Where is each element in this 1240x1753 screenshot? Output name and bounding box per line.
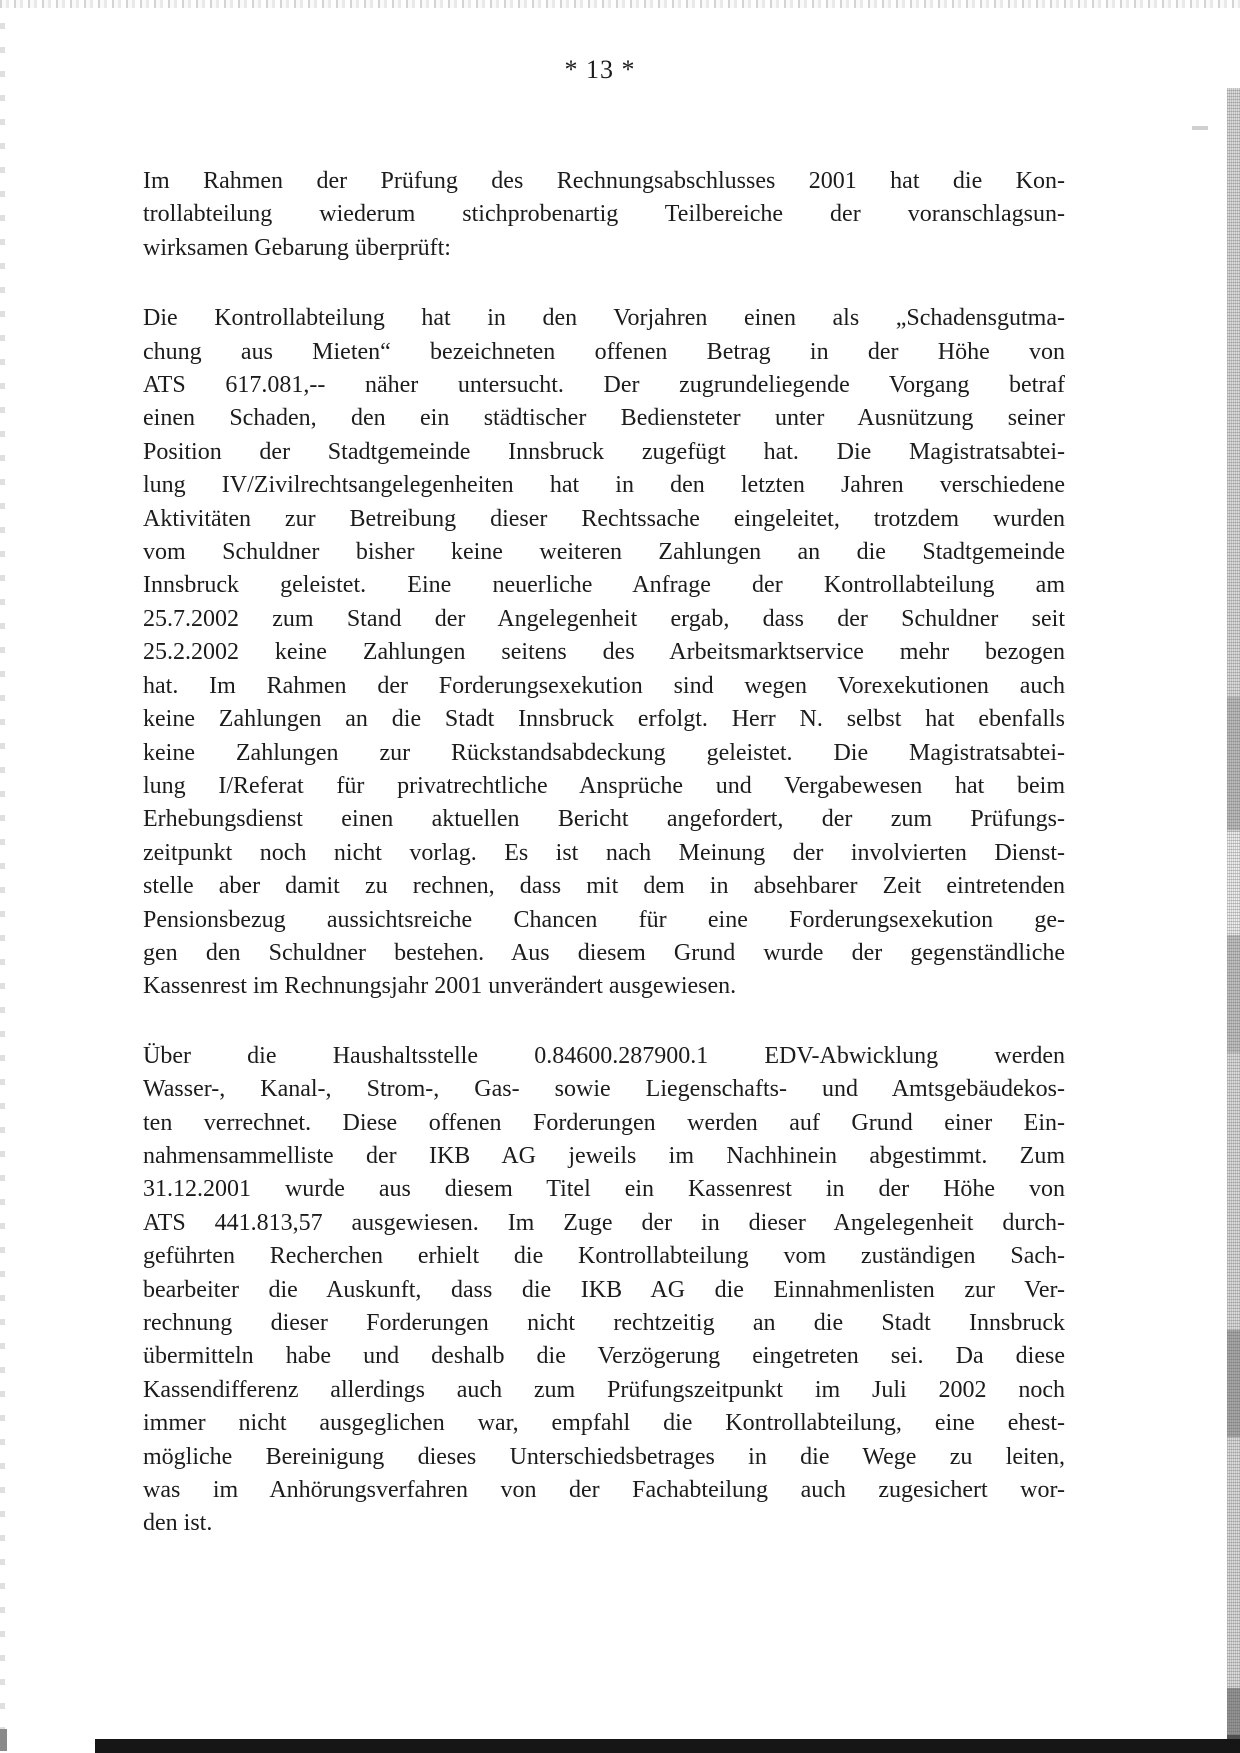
text-line: Wasser-, Kanal-, Strom-, Gas- sowie Liegenschafts- und Amtsgebäudekos- [143,1076,1065,1103]
paragraph [143,1040,1065,1541]
scan-noise-top-edge [0,0,1240,8]
page-number: * 13 * [564,55,636,84]
text-line: einen Schaden, den ein städtischer Bediensteter unter Ausnützung seiner [143,405,1065,432]
text-line: lung I/Referat für privatrechtliche Ansprüche und Vergabewesen hat beim [143,772,1065,799]
text-line: den ist. [143,1510,213,1537]
text-line: gen den Schuldner bestehen. Aus diesem Grund wurde der gegenständliche [143,939,1065,966]
text-line: ATS 441.813,57 ausgewiesen. Im Zuge der in dieser Angelegenheit durch- [143,1209,1065,1236]
edge-strip-grain [1227,88,1240,1753]
text-line: Pensionsbezug aussichtsreiche Chancen für eine Forderungsexekution ge- [143,906,1065,933]
text-line: vom Schuldner bisher keine weiteren Zahlungen an die Stadtgemeinde [143,539,1065,566]
text-line: Innsbruck geleistet. Eine neuerliche Anfrage der Kontrollabteilung am [143,572,1065,599]
text-line: 31.12.2001 wurde aus diesem Titel ein Kassenrest in der Höhe von [143,1176,1065,1203]
text-line: stelle aber damit zu rechnen, dass mit dem in absehbarer Zeit eintretenden [143,873,1065,900]
text-line: immer nicht ausgeglichen war, empfahl die Kontrollabteilung, eine ehest- [143,1410,1065,1437]
text-line: Position der Stadtgemeinde Innsbruck zugefügt hat. Die Magistratsabtei- [143,438,1065,465]
scan-mark-bottom-left [0,1729,7,1751]
text-line: rechnung dieser Forderungen nicht rechtzeitig an die Stadt Innsbruck [143,1310,1065,1336]
text-line: Kassenrest im Rechnungsjahr 2001 unverändert ausgewiesen. [143,973,737,1000]
text-line: 25.7.2002 zum Stand der Angelegenheit ergab, dass der Schuldner seit [143,605,1065,632]
text-line: 25.2.2002 keine Zahlungen seitens des Arbeitsmarktservice mehr bezogen [143,639,1065,666]
text-line: zeitpunkt noch nicht vorlag. Es ist nach Meinung der involvierten Dienst- [143,839,1065,866]
text-line: chung aus Mieten“ bezeichneten offenen Betrag in der Höhe von [143,338,1065,365]
text-line: übermitteln habe und deshalb die Verzögerung eingetreten sei. Da diese [143,1343,1065,1370]
text-line: Über die Haushaltsstelle 0.84600.287900.1 EDV-Abwicklung werden [143,1042,1065,1069]
text-line: ten verrechnet. Diese offenen Forderungen werden auf Grund einer Ein- [143,1109,1065,1136]
text-line: trollabteilung wiederum stichprobenartig Teilbereiche der voranschlagsun- [143,201,1065,228]
text-line: wirksamen Gebarung überprüft: [143,234,451,261]
text-line: Kassendifferenz allerdings auch zum Prüfungszeitpunkt im Juli 2002 noch [143,1376,1065,1403]
document-body [143,165,1065,1541]
text-line: bearbeiter die Auskunft, dass die IKB AG die Einnahmenlisten zur Ver- [143,1276,1065,1303]
text-line: Aktivitäten zur Betreibung dieser Rechtssache eingeleitet, trotzdem wurden [143,505,1065,532]
text-line: lung IV/Zivilrechtsangelegenheiten hat in den letzten Jahren verschiedene [143,472,1065,499]
text-line: mögliche Bereinigung dieses Unterschiedsbetrages in die Wege zu leiten, [143,1443,1065,1470]
text-line: was im Anhörungsverfahren von der Fachabteilung auch zugesichert wor- [143,1477,1065,1504]
text-line: Die Kontrollabteilung hat in den Vorjahren einen als „Schadensgutma- [143,305,1065,332]
text-line: nahmensammelliste der IKB AG jeweils im Nachhinein abgestimmt. Zum [143,1142,1065,1169]
scan-noise-left-edge [0,6,5,1733]
text-line: geführten Recherchen erhielt die Kontrollabteilung vom zuständigen Sach- [143,1243,1065,1270]
text-line: ATS 617.081,-- näher untersucht. Der zugrundeliegende Vorgang betraf [143,372,1065,399]
text-line: keine Zahlungen an die Stadt Innsbruck erfolgt. Herr N. selbst hat ebenfalls [143,706,1065,733]
text-line: Erhebungsdienst einen aktuellen Bericht angefordert, der zum Prüfungs- [143,806,1065,833]
text-line: keine Zahlungen zur Rückstandsabdeckung geleistet. Die Magistratsabtei- [143,739,1065,766]
paragraph [143,165,1065,265]
scan-band-bottom [95,1739,1240,1753]
text-line: Im Rahmen der Prüfung des Rechnungsabschlusses 2001 hat die Kon- [143,168,1065,194]
text-line: hat. Im Rahmen der Forderungsexekution sind wegen Vorexekutionen auch [143,672,1065,699]
right-edge-scan-strip [1227,88,1240,1753]
paragraph [143,302,1065,1004]
scan-smudge [1192,126,1208,130]
